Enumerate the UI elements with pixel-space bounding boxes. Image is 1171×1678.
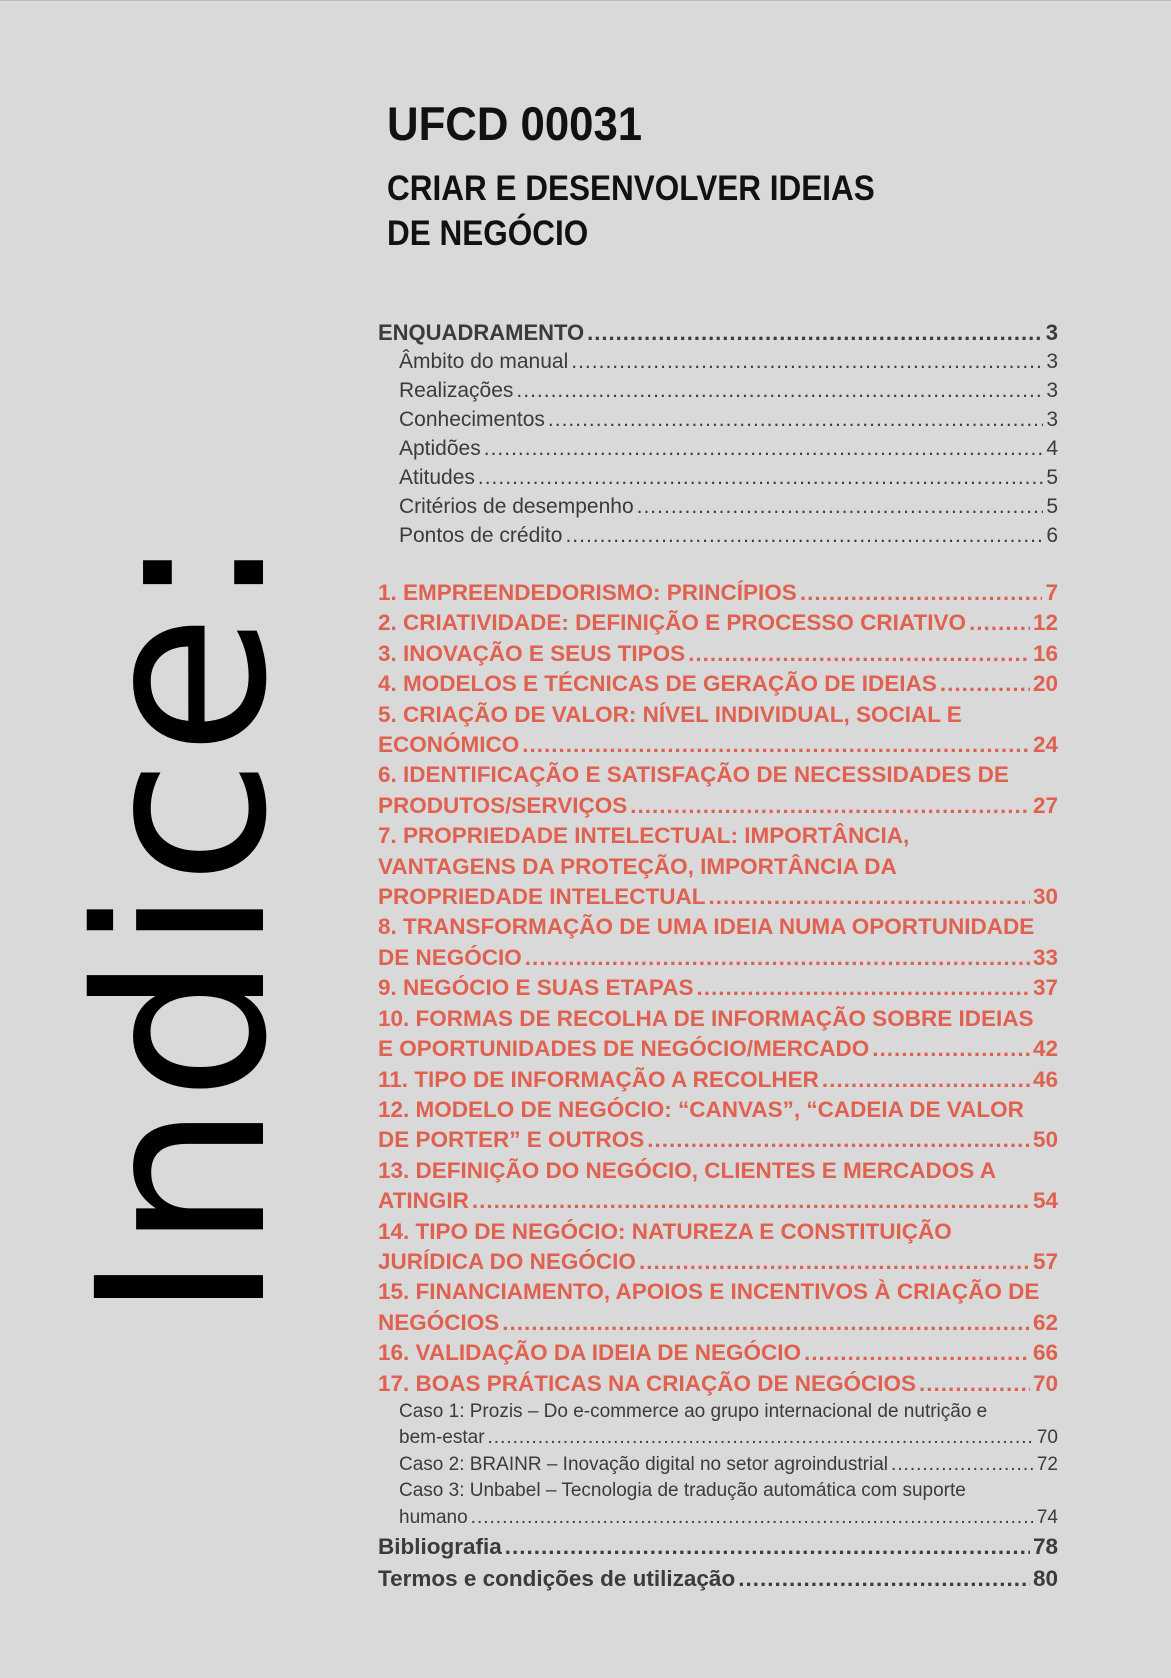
toc-page: 50 [1032,1127,1058,1153]
toc-last-line [378,730,1058,760]
toc-page: 42 [1032,1036,1058,1062]
toc-subentry[interactable] [378,521,1058,550]
dot-leader [738,1573,1030,1596]
toc-label: 11. TIPO DE INFORMAÇÃO A RECOLHER [378,1066,819,1092]
toc-page: 74 [1036,1506,1058,1528]
table-of-contents [378,318,1058,1595]
toc-label-line: 8. TRANSFORMAÇÃO DE UMA IDEIA NUMA OPORTUNIDADE [378,914,1035,940]
dot-leader [919,1376,1030,1399]
toc-label: DE NEGÓCIO [378,944,522,970]
dot-leader [525,951,1030,974]
toc-subentry[interactable] [378,463,1058,492]
dot-leader [488,1433,1034,1452]
toc-chapter-17[interactable] [378,1369,1058,1399]
toc-label: ATINGIR [378,1188,469,1214]
toc-page: 3 [1046,408,1058,431]
toc-chapter-14[interactable] [378,1217,1058,1278]
dot-leader [630,799,1030,822]
dot-leader [891,1459,1034,1478]
toc-case-2[interactable] [378,1452,1058,1479]
dot-leader [969,616,1030,639]
toc-label: Realizações [399,379,514,402]
toc-subentry[interactable] [378,405,1058,434]
toc-page: 78 [1032,1534,1058,1560]
toc-label: 17. BOAS PRÁTICAS NA CRIAÇÃO DE NEGÓCIOS [378,1370,916,1396]
toc-chapter-5[interactable] [378,700,1058,761]
toc-label-line: Caso 3: Unbabel – Tecnologia de tradução automática com suporte [399,1480,966,1502]
dot-leader [502,1316,1030,1339]
toc-chapter-2[interactable] [378,608,1058,638]
toc-last-line [378,1186,1058,1216]
toc-last-line [378,578,1058,608]
dot-leader [472,1194,1030,1217]
toc-last-line [378,639,1058,669]
toc-label: ENQUADRAMENTO [378,320,585,345]
index-side-title: Indice: [48,531,318,1321]
dot-leader [516,384,1043,405]
toc-entry-enquadramento[interactable] [378,318,1058,347]
dot-leader [637,500,1044,521]
toc-label: Pontos de crédito [399,524,563,547]
toc-page: 33 [1032,944,1058,970]
dot-leader [522,738,1030,761]
dot-leader [804,1346,1030,1369]
toc-chapter-4[interactable] [378,669,1058,699]
toc-label: Critérios de desempenho [399,495,634,518]
toc-chapter-9[interactable] [378,973,1058,1003]
toc-page: 12 [1032,610,1058,636]
toc-subentry[interactable] [378,492,1058,521]
toc-label: 16. VALIDAÇÃO DA IDEIA DE NEGÓCIO [378,1340,801,1366]
toc-chapter-13[interactable] [378,1156,1058,1217]
toc-label-line: 13. DEFINIÇÃO DO NEGÓCIO, CLIENTES E MERCADOS A [378,1157,996,1183]
toc-page: 24 [1032,732,1058,758]
toc-label: 4. MODELOS E TÉCNICAS DE GERAÇÃO DE IDEIAS [378,671,937,697]
toc-page: 3 [1045,320,1058,345]
toc-chapter-10[interactable] [378,1004,1058,1065]
toc-label: Âmbito do manual [399,350,569,373]
toc-last-line [378,1125,1058,1155]
toc-label-line: 6. IDENTIFICAÇÃO E SATISFAÇÃO DE NECESSIDADES DE [378,762,1009,788]
toc-last-line [399,1452,1058,1479]
toc-last-line [399,1505,1058,1532]
toc-chapter-11[interactable] [378,1065,1058,1095]
toc-label: Termos e condições de utilização [378,1566,736,1592]
toc-chapter-16[interactable] [378,1338,1058,1368]
toc-label: 2. CRIATIVIDADE: DEFINIÇÃO E PROCESSO CRIATIVO [378,610,966,636]
toc-last-line [378,1369,1058,1399]
toc-subentry[interactable] [378,347,1058,376]
toc-page: 5 [1046,495,1058,518]
toc-end-entry[interactable] [378,1531,1058,1563]
toc-page: 27 [1032,792,1058,818]
toc-label: ECONÓMICO [378,732,520,758]
toc-subentry[interactable] [378,376,1058,405]
toc-label-line: 10. FORMAS DE RECOLHA DE INFORMAÇÃO SOBRE IDEIAS [378,1005,1034,1031]
toc-last-line [378,1034,1058,1064]
toc-subentry[interactable] [378,434,1058,463]
toc-label-line: Caso 1: Prozis – Do e-commerce ao grupo internacional de nutrição e [399,1400,988,1422]
toc-page: 70 [1032,1370,1058,1396]
toc-page: 37 [1032,975,1058,1001]
toc-label-line: 14. TIPO DE NEGÓCIO: NATUREZA E CONSTITUIÇÃO [378,1218,952,1244]
toc-label: Atitudes [399,466,475,489]
toc-label: Conhecimentos [399,408,545,431]
toc-page: 46 [1032,1066,1058,1092]
toc-page: 57 [1032,1248,1058,1274]
toc-label: Caso 2: BRAINR – Inovação digital no setor agroindustrial [399,1453,888,1475]
toc-label: 1. EMPREENDEDORISMO: PRINCÍPIOS [378,580,797,605]
dot-leader [800,586,1043,609]
dot-leader [709,890,1030,913]
toc-label: PROPRIEDADE INTELECTUAL [378,884,706,910]
toc-page: 66 [1032,1340,1058,1366]
toc-page: 54 [1032,1188,1058,1214]
toc-label: NEGÓCIOS [378,1309,500,1335]
toc-page: 6 [1046,524,1058,547]
toc-label: PRODUTOS/SERVIÇOS [378,792,628,818]
toc-page: 72 [1036,1453,1058,1475]
toc-page: 20 [1032,671,1058,697]
dot-leader [647,1133,1030,1156]
toc-last-line [378,973,1058,1003]
toc-last-line [378,943,1058,973]
toc-chapter-3[interactable] [378,639,1058,669]
top-border [0,0,1171,1]
toc-label: bem-estar [399,1427,485,1449]
toc-case-3[interactable] [378,1478,1058,1531]
dot-leader [872,1042,1030,1065]
toc-label: E OPORTUNIDADES DE NEGÓCIO/MERCADO [378,1036,870,1062]
toc-page: 3 [1046,350,1058,373]
dot-leader [940,677,1030,700]
toc-label: DE PORTER” E OUTROS [378,1127,645,1153]
dot-leader [639,1255,1030,1278]
toc-last-line [378,608,1058,638]
toc-last-line [378,882,1058,912]
toc-label: humano [399,1506,468,1528]
toc-label-line: VANTAGENS DA PROTEÇÃO, IMPORTÂNCIA DA [378,853,897,879]
document-header [387,96,1087,256]
dot-leader [688,647,1030,670]
dot-leader [478,471,1043,492]
course-title: CRIAR E DESENVOLVER IDEIAS DE NEGÓCIO [387,169,875,253]
toc-end-entry[interactable] [378,1563,1058,1595]
toc-page: 7 [1045,580,1058,605]
toc-last-line [378,1247,1058,1277]
toc-label-line: 5. CRIAÇÃO DE VALOR: NÍVEL INDIVIDUAL, SOCIAL E [378,701,962,727]
toc-chapter-1[interactable] [378,578,1058,608]
toc-page: 80 [1032,1566,1058,1592]
toc-page: 4 [1046,437,1058,460]
dot-leader [822,1072,1030,1095]
dot-leader [548,413,1043,434]
toc-chapter-8[interactable] [378,912,1058,973]
toc-page: 3 [1046,379,1058,402]
toc-page: 5 [1046,466,1058,489]
toc-last-line [378,1338,1058,1368]
toc-page: 62 [1032,1309,1058,1335]
dot-leader [505,1541,1030,1564]
course-code: UFCD 00031 [387,97,643,150]
toc-chapter-7[interactable] [378,821,1058,912]
toc-label: 3. INOVAÇÃO E SEUS TIPOS [378,640,686,666]
dot-leader [484,442,1044,463]
toc-case-1[interactable] [378,1399,1058,1452]
toc-chapter-6[interactable] [378,760,1058,821]
toc-page: 70 [1036,1427,1058,1449]
toc-last-line [378,669,1058,699]
dot-leader [587,325,1043,347]
toc-label: Bibliografia [378,1534,502,1560]
toc-label-line: 15. FINANCIAMENTO, APOIOS E INCENTIVOS À CRIAÇÃO DE [378,1279,1040,1305]
toc-chapter-12[interactable] [378,1095,1058,1156]
dot-leader [565,529,1043,550]
toc-label: JURÍDICA DO NEGÓCIO [378,1248,636,1274]
dot-leader [571,355,1043,376]
toc-page: 16 [1032,640,1058,666]
toc-label-line: 7. PROPRIEDADE INTELECTUAL: IMPORTÂNCIA, [378,823,910,849]
dot-leader [696,981,1029,1004]
toc-label-line: 12. MODELO DE NEGÓCIO: “CANVAS”, “CADEIA DE VALOR [378,1096,1024,1122]
toc-page: 30 [1032,884,1058,910]
dot-leader [471,1512,1034,1531]
toc-last-line [378,1065,1058,1095]
toc-last-line [378,1308,1058,1338]
toc-label: Aptidões [399,437,481,460]
toc-last-line [378,791,1058,821]
toc-last-line [399,1425,1058,1452]
toc-label: 9. NEGÓCIO E SUAS ETAPAS [378,975,694,1001]
toc-chapter-15[interactable] [378,1277,1058,1338]
